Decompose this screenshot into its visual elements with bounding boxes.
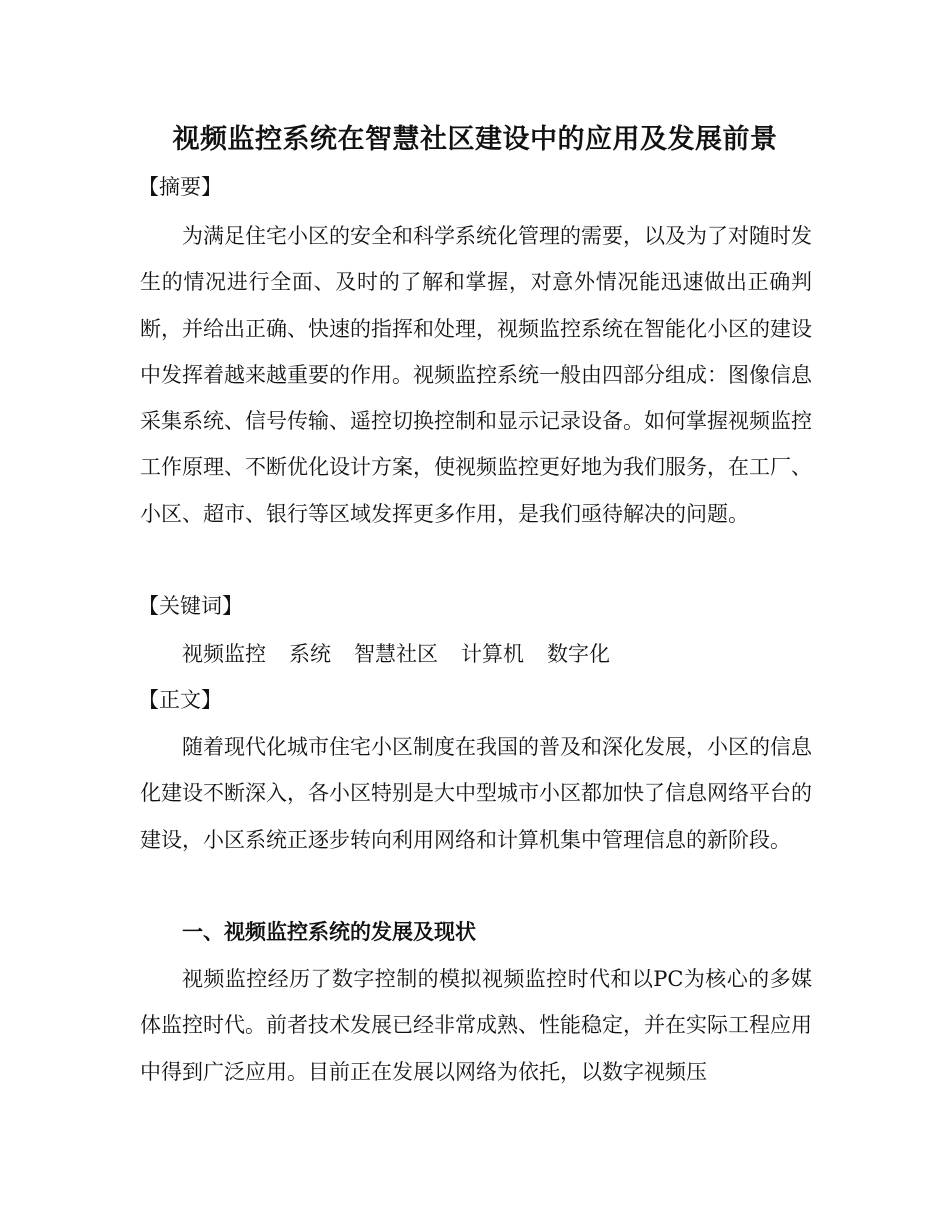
- keyword-item: 数字化: [547, 642, 610, 666]
- body-heading: 【正文】: [138, 688, 222, 712]
- abstract-heading: 【摘要】: [138, 175, 222, 199]
- keywords-list: [182, 638, 610, 670]
- keyword-item: 系统: [289, 642, 331, 666]
- keywords-heading: 【关键词】: [138, 594, 243, 618]
- section-1-heading: 一、视频监控系统的发展及现状: [182, 919, 476, 944]
- abstract-text: 为满足住宅小区的安全和科学系统化管理的需要，以及为了对随时发生的情况进行全面、及时的了解和掌握，对意外情况能迅速做出正确判断，并给出正确、快速的指挥和处理，视频监控系统在智能化小区的建设中发挥着越来越重要的作用。视频监控系统一般由四部分组成：图像信息采集系统、信号传输、遥控切换控制和显示记录设备。如何掌握视频监控工作原理、不断优化设计方案，使视频监控更好地为我们服务，在工厂、小区、超市、银行等区域发挥更多作用，是我们亟待解决的问题。: [140, 224, 812, 526]
- keyword-item: 视频监控: [182, 642, 266, 666]
- body-paragraph: 随着现代化城市住宅小区制度在我国的普及和深化发展，小区的信息化建设不断深入，各小区特别是大中型城市小区都加快了信息网络平台的建设，小区系统正逐步转向利用网络和计算机集中管理信息的新阶段。: [140, 735, 812, 852]
- document-title: 视频监控系统在智慧社区建设中的应用及发展前景: [172, 124, 778, 155]
- keyword-item: 智慧社区: [354, 642, 438, 666]
- section-1-paragraph: 视频监控经历了数字控制的模拟视频监控时代和以PC为核心的多媒体监控时代。前者技术发展已经非常成熟、性能稳定，并在实际工程应用中得到广泛应用。目前正在发展以网络为依托，以数字视频压: [140, 967, 812, 1084]
- keyword-item: 计算机: [461, 642, 524, 666]
